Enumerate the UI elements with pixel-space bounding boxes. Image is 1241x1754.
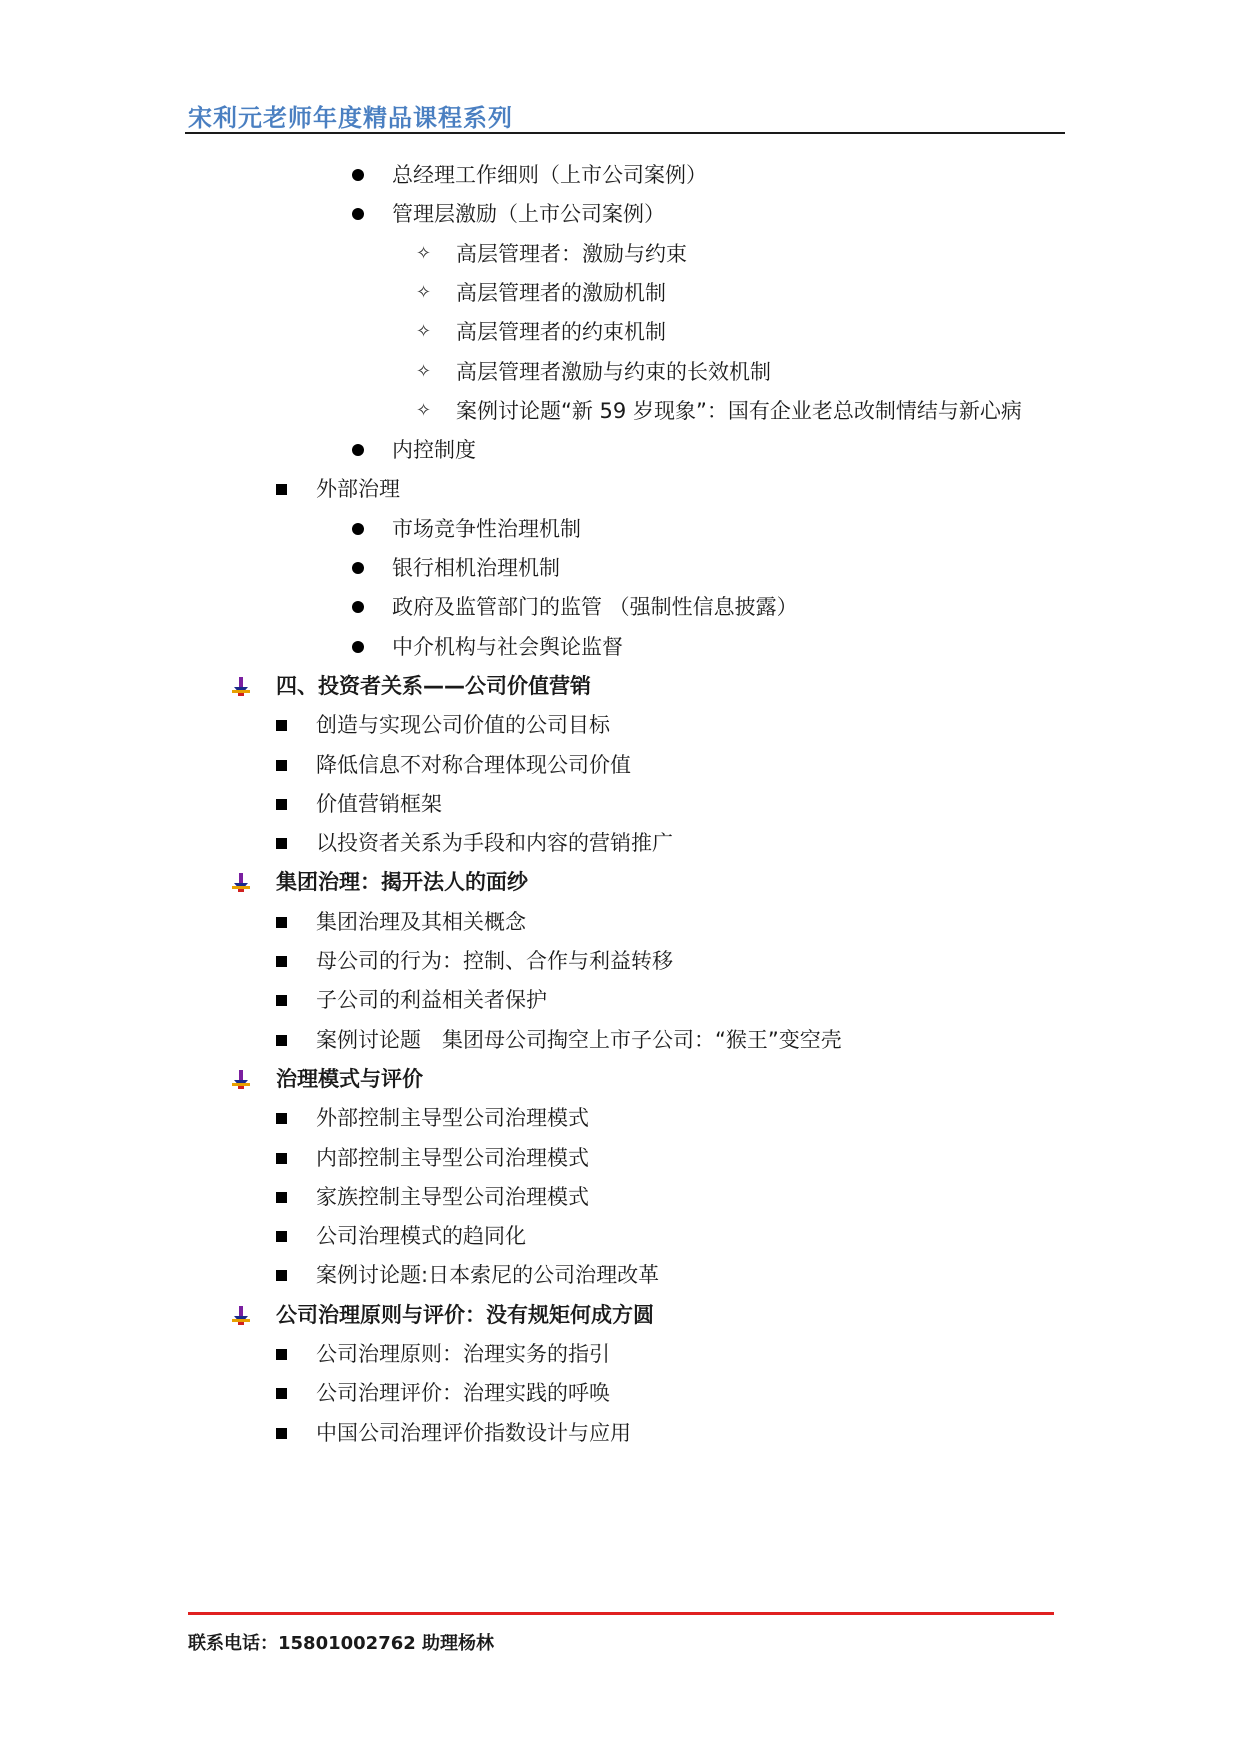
star-bullet-icon [416,357,456,387]
dot-bullet-icon [352,632,392,662]
arrow-down-icon [232,867,276,897]
list-item-text: 内部控制主导型公司治理模式 [316,1146,589,1170]
star-bullet-icon [416,317,456,347]
list-item [276,1378,610,1408]
header-rule [185,132,1065,134]
star-bullet-icon [416,239,456,269]
list-item-text: 高层管理者激励与约束的长效机制 [456,360,771,384]
list-item-text: 公司治理评价：治理实践的呼唤 [316,1381,610,1405]
list-item [352,514,581,544]
section-heading [232,671,591,701]
section-heading [232,867,528,897]
section-heading-text: 四、投资者关系——公司价值营销 [276,674,591,698]
list-item-text: 高层管理者：激励与约束 [456,242,687,266]
list-item-text: 外部控制主导型公司治理模式 [316,1106,589,1130]
star-bullet-icon [416,278,456,308]
header-title: 宋利元老师年度精品课程系列 [188,104,513,132]
list-item [276,1418,631,1448]
list-item-text: 中国公司治理评价指数设计与应用 [316,1421,631,1445]
square-bullet-icon [276,474,316,504]
list-item [416,357,771,387]
star-bullet-icon [416,396,456,426]
list-item-text: 政府及监管部门的监管 （强制性信息披露） [392,595,798,619]
square-bullet-icon [276,828,316,858]
list-item-text: 集团治理及其相关概念 [316,910,526,934]
list-item-text: 子公司的利益相关者保护 [316,988,547,1012]
square-bullet-icon [276,1143,316,1173]
square-bullet-icon [276,1418,316,1448]
list-item-text: 案例讨论题:日本索尼的公司治理改革 [316,1263,660,1287]
square-bullet-icon [276,1378,316,1408]
list-item-text: 外部治理 [316,477,400,501]
section-heading [232,1064,423,1094]
list-item [276,789,442,819]
list-item-text: 创造与实现公司价值的公司目标 [316,713,610,737]
list-item-text: 高层管理者的激励机制 [456,281,666,305]
footer-rule [188,1612,1054,1615]
square-bullet-icon [276,985,316,1015]
list-item [352,632,623,662]
list-item [276,946,673,976]
square-bullet-icon [276,789,316,819]
dot-bullet-icon [352,160,392,190]
section-heading-text: 治理模式与评价 [276,1067,423,1091]
arrow-down-icon [232,671,276,701]
list-item-text: 总经理工作细则（上市公司案例） [392,163,707,187]
list-item-text: 降低信息不对称合理体现公司价值 [316,753,631,777]
square-bullet-icon [276,1221,316,1251]
list-item [276,1260,659,1290]
square-bullet-icon [276,1339,316,1369]
list-item [416,239,687,269]
arrow-down-icon [232,1300,276,1330]
list-item [276,1103,589,1133]
section-heading-text: 集团治理：揭开法人的面纱 [276,870,528,894]
list-item-text: 案例讨论题 集团母公司掏空上市子公司：“猴王”变空壳 [316,1028,842,1052]
list-item [352,160,707,190]
list-item-text: 价值营销框架 [316,792,442,816]
list-item [416,278,666,308]
list-item [276,750,631,780]
dot-bullet-icon [352,592,392,622]
list-item [276,1339,610,1369]
dot-bullet-icon [352,199,392,229]
list-item [352,199,665,229]
dot-bullet-icon [352,514,392,544]
list-item-text: 银行相机治理机制 [392,556,560,580]
list-item-text: 公司治理模式的趋同化 [316,1224,526,1248]
dot-bullet-icon [352,435,392,465]
list-item-text: 中介机构与社会舆论监督 [392,635,623,659]
list-item [276,1182,589,1212]
square-bullet-icon [276,1182,316,1212]
arrow-down-icon [232,1064,276,1094]
list-item [276,907,526,937]
list-item [352,592,798,622]
list-item [416,396,1022,426]
section-heading-text: 公司治理原则与评价：没有规矩何成方圆 [276,1303,654,1327]
list-item [416,317,666,347]
square-bullet-icon [276,1260,316,1290]
square-bullet-icon [276,1025,316,1055]
square-bullet-icon [276,946,316,976]
list-item [276,1221,526,1251]
square-bullet-icon [276,710,316,740]
list-item-text: 以投资者关系为手段和内容的营销推广 [316,831,673,855]
list-item-text: 公司治理原则：治理实务的指引 [316,1342,610,1366]
list-item [276,710,610,740]
list-item [352,435,476,465]
footer-contact: 联系电话：15801002762 助理杨林 [188,1633,495,1654]
list-item-text: 案例讨论题“新 59 岁现象”：国有企业老总改制情结与新心病 [456,399,1022,423]
square-bullet-icon [276,1103,316,1133]
list-item-text: 管理层激励（上市公司案例） [392,202,665,226]
square-bullet-icon [276,907,316,937]
list-item-text: 家族控制主导型公司治理模式 [316,1185,589,1209]
dot-bullet-icon [352,553,392,583]
list-item [352,553,560,583]
list-item [276,985,547,1015]
list-item-text: 市场竞争性治理机制 [392,517,581,541]
list-item-text: 高层管理者的约束机制 [456,320,666,344]
square-bullet-icon [276,750,316,780]
list-item [276,474,400,504]
list-item [276,1143,589,1173]
list-item [276,1025,842,1055]
section-heading [232,1300,654,1330]
list-item-text: 母公司的行为：控制、合作与利益转移 [316,949,673,973]
list-item-text: 内控制度 [392,438,476,462]
list-item [276,828,673,858]
